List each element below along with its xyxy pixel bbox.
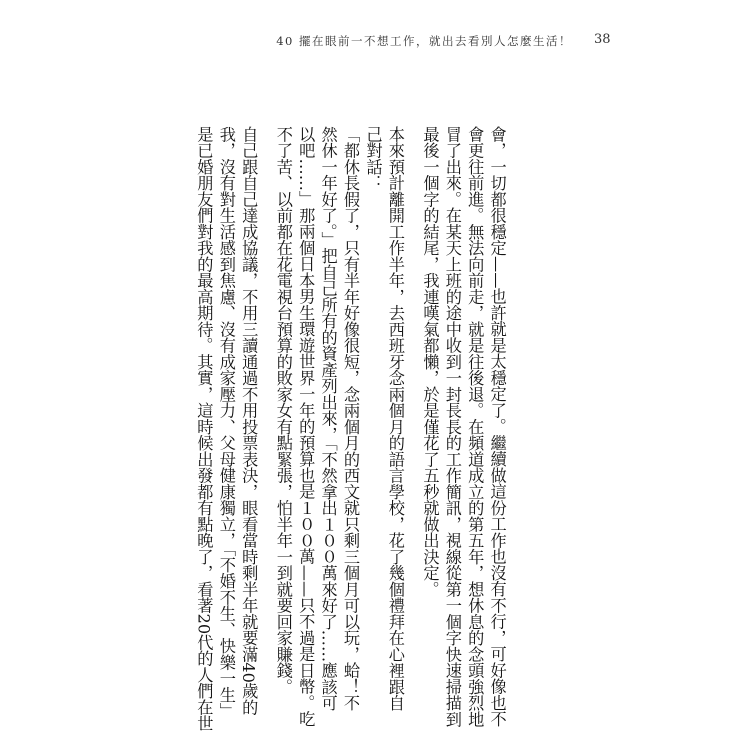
text-line: 最後一個字的結尾，我連嘆氣都懶，於是僅花了五秒就做出決定。 (420, 126, 440, 598)
text-line: 冒了出來。在某天上班的途中收到一封長長的工作簡訊，視線從第一個字快速掃描到 (442, 126, 462, 728)
paragraph-gap (406, 126, 418, 686)
text-line: 本來預計離開工作半年，去西班牙念兩個月的語言學校，花了幾個禮拜在心裡跟自 (385, 126, 405, 711)
text-line: 是已婚朋友們對我的最高期待。其實，這時候出發都有點晚了，看著20代的人們在世 (194, 126, 214, 732)
chapter-title: 40 擺在眼前一不想工作，就出去看別人怎麼生活！ (276, 34, 572, 48)
text-line: 我，沒有對生活感到焦慮、沒有成家壓力、父母健康獨立，「不婚不生、快樂一生」 (216, 126, 236, 720)
text-line: 然休一年好了。」把自己所有的資產列出來，「不然拿出１００萬來好了……應該可 (318, 126, 338, 712)
page-number: 38 (594, 32, 611, 47)
text-line: 「都休長假了，只有半年好像很短，念兩個月的西文就只剩三個月可以玩，蛤！不 (341, 126, 361, 711)
running-head (0, 30, 750, 50)
body-text (192, 126, 508, 732)
text-line: 自己跟自己達成協議，不用三讀通過不用投票表決，眼看當時剩半年就要滿40歲的 (239, 126, 259, 716)
text-line: 不了苦、以前都在花電視台預算的敗家女有點緊張，怕半年一到就要回家賺錢。 (273, 126, 293, 695)
text-line: 會，一切都很穩定——也許就是太穩定了。繼續做這份工作也沒有不行，可好像也不 (487, 126, 507, 728)
text-line: 以吧……」那兩個日本男生環遊世界一年的預算也是１００萬——只不過是日幣。吃 (296, 126, 316, 728)
text-line: 會更往前進。無法向前走，就是往後退。在頻道成立的第五年，想休息的念頭強烈地 (465, 126, 485, 728)
text-line: 己對話： (363, 126, 383, 191)
paragraph-gap (259, 126, 271, 686)
